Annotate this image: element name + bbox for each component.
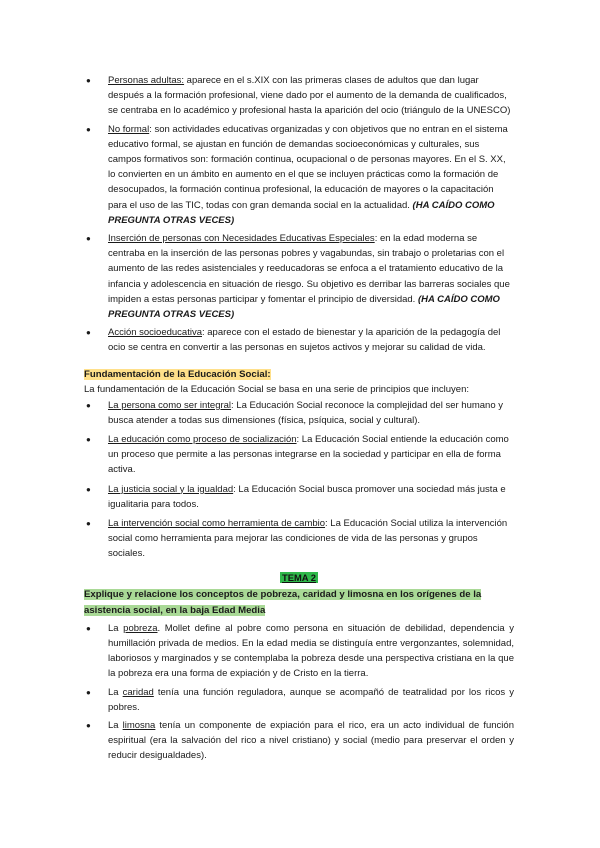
bullet-icon: ● [86,687,91,697]
list-item [84,231,514,322]
item-note: (HA CAÍDO COMO PREGUNTA OTRAS VECES) [108,199,495,226]
item-pre: La [108,686,123,698]
bullet-icon: ● [86,720,91,730]
list-item [84,398,514,428]
item-text: tenía una función reguladora, aunque se acompañó de teatralidad por los ricos y pobres. [108,686,514,713]
list-item [84,73,514,119]
item-text: : La Educación Social reconoce la complejidad del ser humano y busca atender a todas sus dimensiones (física, psíquica, social y cultural). [108,399,504,426]
item-text: . Mollet define al pobre como persona en situación de debilidad, dependencia y humillación privada de medios. En la edad media se distinguía entre vergonzantes, solemnidad, laboriosos y marginados y se contemplaba la pobreza desde una perspectiva cristiana en la que la pobreza era una forma de expiación y de Cristo en la tierra. [108,622,514,680]
bullet-icon: ● [86,435,91,445]
item-term: caridad [122,686,154,698]
item-note: (HA CAÍDO COMO PREGUNTA OTRAS VECES) [108,293,500,321]
item-text: : La Educación Social entiende la educación como un proceso que permite a las personas integrarse en la sociedad y participar en ella de forma activa. [108,434,509,476]
bullet-icon: ● [86,623,91,633]
list-item [84,122,514,228]
bullet-icon: ● [86,76,91,85]
item-pre: La [108,719,123,731]
list-item [84,482,514,512]
list-item [84,718,514,764]
tema-text: TEMA 2 [281,571,317,583]
item-pre: La [108,622,124,634]
item-text: : aparece con el estado de bienestar y la aparición de la pedagogía del ocio se centra en convertir a las personas en sujetos activos y mejorar su calidad de vida. [108,327,501,354]
item-text: tenía un componente de expiación para el rico, era un acto individual de función espiritual (era la salvación del rico a nivel cristiano) y social (medio para preservar el orden y reducir desigualdades). [108,719,514,762]
section3-list [84,621,514,764]
list-item [84,432,514,478]
item-term: Acción socioeducativa [108,327,202,339]
item-term: La persona como ser integral [108,399,232,411]
question-heading [84,587,514,619]
item-term: La justicia social y la igualdad [108,483,234,495]
item-text: : La Educación Social busca promover una sociedad más justa e igualitaria para todos. [108,483,506,510]
list-item [84,685,514,715]
item-term: La intervención social como herramienta de cambio [108,518,326,530]
bullet-icon: ● [86,234,91,244]
item-term: La educación como proceso de socialización [108,434,297,446]
section2-list [84,398,514,562]
item-term: pobreza [123,622,158,634]
item-term: Personas adultas: [108,75,185,86]
section-intro: La fundamentación de la Educación Social se basa en una serie de principios que incluyen: [84,383,470,395]
list-item [84,516,514,562]
list-item [84,325,514,355]
bullet-icon: ● [86,124,91,134]
section1-list [84,73,514,356]
item-text: : son actividades educativas organizadas y con objetivos que no entran en el sistema educativo formal, se ajustan en función de demandas socioeconómicas y culturales, sus campos formativos son: formación continua, ocupacional o de personas mayores. En el S. XX, lo convierten en un ámbito en aumento en el que se incluyen prácticas como la formación de desocupados, la formación continua profesional, la educación de mayores o la capacitación para el uso de las TIC, todas con gran demanda social en la actualidad. [108,123,508,211]
item-text: : en la edad moderna se centraba en la inserción de las personas pobres y vagabundas, sin trabajo o proletarias con el aumento de las redes asistenciales y reeducadoras se enfoca a el tratamiento educativo de la infancia y adolescencia en situación de riesgo. Su objetivo es derribar las barreras sociales que impiden a estas personas participar y fomentar el principio de diversidad. [108,233,510,305]
bullet-icon: ● [86,519,91,529]
tema-label [84,571,514,585]
question-text: Explique y relacione los conceptos de pobreza, caridad y limosna en los orígenes de la asistencia social, en la baja Edad Media [84,588,482,616]
item-term: No formal [108,123,150,135]
heading-text: Fundamentación de la Educación Social: [84,368,271,380]
item-term: limosna [122,719,156,731]
item-text: aparece en el s.XIX con las primeras clases de adultos que dan lugar después a la formación profesional, viene dado por el aumento de la demanda de cualificados, se centraba en lo académico y profesional hasta la aparición del ocio (triángulo de la UNESCO) [108,75,511,117]
bullet-icon: ● [86,328,91,338]
section-heading [84,367,514,382]
list-item [84,621,514,682]
bullet-icon: ● [86,400,91,410]
item-text: : La Educación Social utiliza la intervención social como herramienta para mejorar las condiciones de vida de las personas y grupos sociales. [108,518,508,560]
bullet-icon: ● [86,484,91,494]
item-term: Inserción de personas con Necesidades Educativas Especiales [108,233,375,245]
